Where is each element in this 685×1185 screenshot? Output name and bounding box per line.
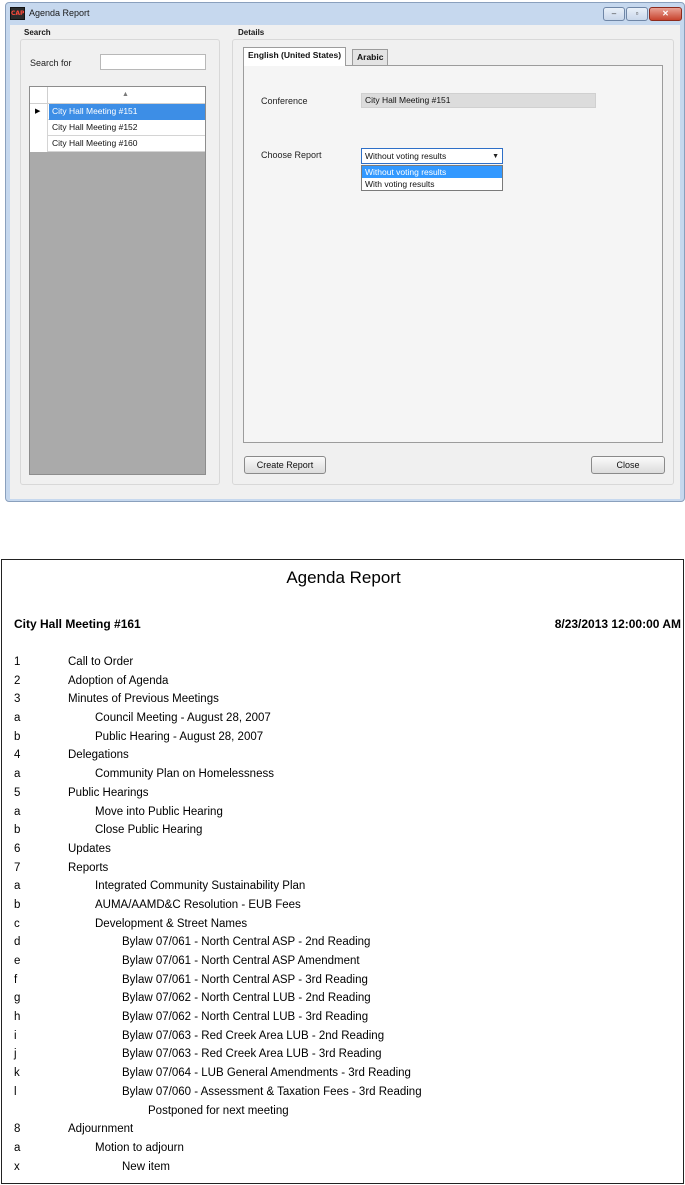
agenda-item-text: Updates [68, 842, 111, 855]
agenda-item [2, 878, 685, 897]
report-title: Agenda Report [286, 568, 401, 587]
close-button[interactable]: Close [591, 456, 665, 474]
agenda-item [2, 710, 685, 729]
agenda-item [2, 841, 685, 860]
agenda-item-number: 8 [14, 1123, 21, 1136]
agenda-item-number: 7 [14, 861, 21, 874]
agenda-item-number: a [14, 768, 21, 781]
agenda-item-number: 6 [14, 842, 21, 855]
title-bar[interactable] [6, 3, 684, 25]
agenda-item [2, 972, 685, 991]
agenda-item-text: AUMA/AAMD&C Resolution - EUB Fees [95, 898, 301, 911]
grid-header[interactable] [30, 87, 205, 104]
choose-report-select[interactable] [361, 148, 503, 164]
agenda-item-number: g [14, 992, 21, 1005]
agenda-item [2, 1103, 685, 1122]
agenda-item-number: k [14, 1067, 20, 1080]
agenda-item-number: 2 [14, 674, 21, 687]
agenda-item-number: b [14, 730, 21, 743]
agenda-item [2, 673, 685, 692]
agenda-item-number: a [14, 712, 21, 725]
search-input[interactable] [100, 54, 206, 70]
window-title: Agenda Report [29, 8, 90, 18]
agenda-item-text: Bylaw 07/060 - Assessment & Taxation Fees - 3rd Reading [122, 1085, 422, 1098]
choose-report-dropdown [361, 165, 503, 191]
details-group-label: Details [238, 28, 265, 37]
agenda-item-number: a [14, 1141, 21, 1154]
meetings-grid [29, 86, 206, 475]
meeting-row[interactable] [30, 136, 205, 152]
maximize-button[interactable]: ▫ [626, 7, 648, 21]
agenda-item-number: h [14, 1011, 21, 1024]
current-row-icon: ▶ [35, 108, 41, 115]
agenda-item-text: Move into Public Hearing [95, 805, 223, 818]
agenda-item-number: a [14, 880, 21, 893]
meeting-name-cell[interactable]: City Hall Meeting #151 [49, 104, 205, 120]
agenda-item-number: 3 [14, 693, 21, 706]
agenda-item-text: Minutes of Previous Meetings [68, 693, 219, 706]
agenda-item-text: Bylaw 07/061 - North Central ASP Amendment [122, 955, 360, 967]
search-label: Search for [30, 58, 72, 68]
agenda-item-number: l [14, 1085, 17, 1098]
meeting-name-cell[interactable]: City Hall Meeting #160 [52, 138, 138, 148]
agenda-item-text: Bylaw 07/062 - North Central LUB - 2nd Reading [122, 992, 371, 1005]
agenda-item [2, 822, 685, 841]
close-window-button[interactable]: ✕ [649, 7, 682, 21]
sort-ascending-icon: ▲ [122, 91, 129, 98]
choose-report-value: Without voting results [365, 151, 447, 161]
agenda-item-text: Development & Street Names [95, 917, 248, 930]
agenda-item [2, 1140, 685, 1159]
agenda-item [2, 1028, 685, 1047]
meeting-name-cell[interactable]: City Hall Meeting #152 [52, 122, 138, 132]
agenda-item-text: Bylaw 07/064 - LUB General Amendments - 3rd Reading [122, 1067, 411, 1080]
window-client-area [10, 25, 680, 499]
agenda-item-text: Integrated Community Sustainability Plan [95, 880, 306, 893]
agenda-item-text: Close Public Hearing [95, 824, 203, 837]
agenda-report-document [1, 559, 684, 1184]
conference-label: Conference [261, 96, 308, 106]
agenda-item [2, 897, 685, 916]
agenda-item [2, 1065, 685, 1084]
agenda-item-text: Public Hearings [68, 786, 149, 799]
agenda-item-number: f [14, 973, 18, 986]
agenda-item-number: x [14, 1160, 20, 1173]
agenda-item-number: a [14, 805, 21, 818]
choose-report-label: Choose Report [261, 150, 322, 160]
agenda-item-number: 1 [14, 656, 21, 668]
agenda-item [2, 860, 685, 879]
agenda-report-window [5, 2, 685, 502]
agenda-item-number: b [14, 824, 21, 837]
tab-panel-english [243, 65, 663, 443]
agenda-item-number: i [14, 1029, 17, 1042]
row-header[interactable] [30, 120, 48, 136]
agenda-item [2, 654, 685, 673]
agenda-item-text: Bylaw 07/062 - North Central LUB - 3rd Reading [122, 1011, 369, 1024]
row-header[interactable] [30, 104, 48, 120]
agenda-item [2, 729, 685, 748]
agenda-item-text: Public Hearing - August 28, 2007 [95, 730, 264, 743]
agenda-item-number: 4 [14, 749, 21, 762]
agenda-item-number: e [14, 955, 21, 967]
agenda-item [2, 804, 685, 823]
agenda-item [2, 1121, 685, 1140]
agenda-item-text: Adjournment [68, 1123, 134, 1136]
agenda-item-text: Reports [68, 861, 109, 874]
option-without-voting[interactable]: Without voting results [362, 166, 502, 178]
agenda-item [2, 916, 685, 935]
conference-field: City Hall Meeting #151 [361, 93, 596, 108]
row-header[interactable] [30, 136, 48, 152]
option-with-voting[interactable]: With voting results [365, 179, 435, 189]
agenda-item [2, 747, 685, 766]
agenda-item-text: New item [122, 1160, 170, 1173]
agenda-item [2, 691, 685, 710]
report-meeting-name: City Hall Meeting #161 [14, 617, 141, 631]
search-group-label: Search [24, 28, 51, 37]
agenda-item [2, 1046, 685, 1065]
agenda-item [2, 953, 685, 972]
meeting-row[interactable] [30, 120, 205, 136]
agenda-item-number: b [14, 898, 21, 911]
dropdown-arrow-icon[interactable]: ▼ [492, 153, 499, 160]
meeting-row[interactable] [30, 104, 205, 120]
agenda-item-text: Bylaw 07/061 - North Central ASP - 2nd Reading [122, 936, 371, 949]
tab-arabic[interactable]: Arabic [352, 49, 388, 66]
agenda-item [2, 934, 685, 953]
report-date: 8/23/2013 12:00:00 AM [554, 617, 681, 631]
agenda-item [2, 785, 685, 804]
tab-english[interactable]: English (United States) [243, 47, 346, 66]
agenda-item-number: c [14, 917, 20, 930]
agenda-item-text: Bylaw 07/061 - North Central ASP - 3rd Reading [122, 973, 368, 986]
row-header-corner [30, 87, 48, 104]
agenda-item-text: Adoption of Agenda [68, 674, 169, 687]
agenda-item-number: d [14, 936, 21, 949]
agenda-items-list [2, 654, 685, 1177]
agenda-item-text: Community Plan on Homelessness [95, 768, 274, 781]
agenda-item [2, 1009, 685, 1028]
agenda-item-number: j [14, 1048, 17, 1061]
agenda-item-text: Bylaw 07/063 - Red Creek Area LUB - 2nd Reading [122, 1029, 385, 1042]
agenda-item [2, 1084, 685, 1103]
create-report-button[interactable]: Create Report [244, 456, 326, 474]
agenda-item-number: 5 [14, 786, 21, 799]
agenda-item [2, 1159, 685, 1178]
agenda-item [2, 990, 685, 1009]
agenda-item-text: Motion to adjourn [95, 1141, 184, 1154]
agenda-item [2, 766, 685, 785]
agenda-item-text: Postponed for next meeting [148, 1104, 289, 1117]
agenda-item-text: Council Meeting - August 28, 2007 [95, 712, 271, 725]
agenda-item-text: Delegations [68, 749, 129, 762]
minimize-button[interactable]: – [603, 7, 625, 21]
agenda-item-text: Call to Order [68, 656, 134, 668]
agenda-item-text: Bylaw 07/063 - Red Creek Area LUB - 3rd Reading [122, 1048, 382, 1061]
app-icon: CAP [10, 7, 25, 20]
